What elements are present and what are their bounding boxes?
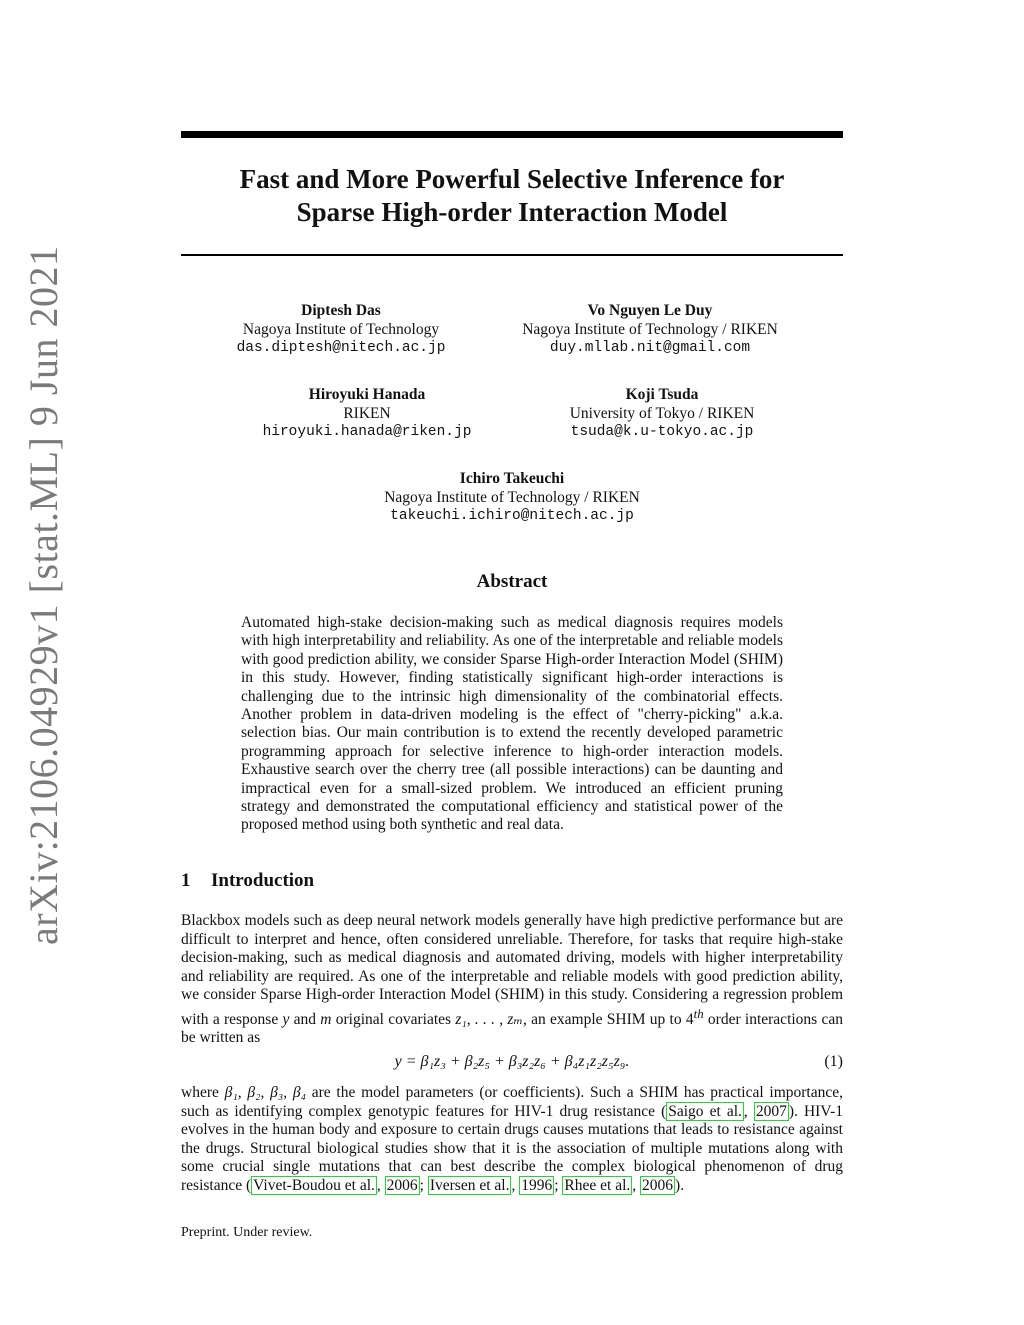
section-title: Introduction [211,870,315,891]
text-run: Blackbox models such as deep neural network models generally have high predictive performance but are difficult to interpret and hence, often considered unreliable. Therefore, for tasks that require high-stake decision-making, such as medical diagnosis and automated driving, models with higher interpretability and reliability are required. As one of the interpretable and reliable models with good prediction ability, we consider Sparse High-order Interaction Model (SHIM) in this study. Considering a regression problem with a response [181,912,843,1028]
math-order-sup: th [693,1005,704,1021]
author-block-das [221,301,461,358]
author-email[interactable]: hiroyuki.hanada@riken.jp [262,424,472,440]
text-run: are the model parameters (or coefficients). Such a SHIM has practical importance, such as identifying complex genotypic features for HIV-1 drug resistance ( [181,1084,844,1120]
math-order: 4 [685,1010,694,1028]
text-run: , an example SHIM up to [522,1010,686,1028]
section-number: 1 [181,870,191,891]
citation-link-iversen[interactable]: Iversen et al. [429,1176,510,1194]
author-block-tsuda [537,385,787,442]
author-name: Ichiro Takeuchi [459,470,565,487]
title-bottom-rule [181,254,843,256]
author-email[interactable]: duy.mllab.nit@gmail.com [549,340,751,356]
intro-paragraph-2: where β₁, β₂, β₃, β₄ are the model parameters (or coefficients). Such a SHIM has practical importance, such as identifying complex genotypic features for HIV-1 drug resistance ( Saigo et al. , 2007 ). HIV-1 evolves in the human body and exposure to certain drugs causes mutations that leads to resistance against the drugs. Structural biological studies show that it is the association of multiple mutations along with some crucial single mutations that can best describe the complex biological phenomenon of drug resistance ( Vivet-Boudou et al. , 2006 ; Iversen et al. , 1996 ; Rhee et al. , 2006 ). [181,1084,844,1194]
citation-year-saigo[interactable]: 2007 [755,1102,787,1120]
math-var: m [320,1010,332,1028]
author-affiliation: RIKEN [343,405,391,422]
intro-paragraph-1 [181,912,843,1048]
arxiv-stamp: arXiv:2106.04929v1 [stat.ML] 9 Jun 2021 [21,245,66,945]
citation-link-vivet[interactable]: Vivet-Boudou et al. [253,1176,375,1194]
equation-number: (1) [824,1053,843,1070]
math-params: β₁, β₂, β₃, β₄ [224,1084,306,1101]
text-run: and [289,1010,321,1028]
author-email[interactable]: das.diptesh@nitech.ac.jp [236,340,446,356]
section-heading-introduction [181,870,314,892]
author-block-duy [495,301,805,358]
author-affiliation: Nagoya Institute of Technology / RIKEN [384,489,640,506]
text-run: where [181,1084,225,1101]
math-var: y [282,1010,290,1028]
text-run: order interactions can be written as [181,1010,843,1047]
title-top-rule [181,131,843,138]
equation-1 [181,1053,843,1075]
author-affiliation: University of Tokyo / RIKEN [569,405,755,422]
author-email[interactable]: takeuchi.ichiro@nitech.ac.jp [390,508,634,524]
footer-note: Preprint. Under review. [181,1225,313,1240]
citation-year-iversen[interactable]: 1996 [521,1176,553,1194]
title-line-1: Fast and More Powerful Selective Inference for [239,164,785,194]
author-name: Vo Nguyen Le Duy [587,302,713,319]
author-name: Diptesh Das [301,302,381,319]
abstract-heading: Abstract [476,571,548,592]
author-name: Hiroyuki Hanada [308,386,426,403]
author-block-hanada [237,385,497,442]
author-email[interactable]: tsuda@k.u-tokyo.ac.jp [570,424,754,440]
equation-body: y = β₁z₃ + β₂z₅ + β₃z₂z₆ + β₄z₁z₂z₅z₉. [394,1053,630,1070]
title-line-2: Sparse High-order Interaction Model [296,197,728,227]
citation-link-rhee[interactable]: Rhee et al. [564,1176,631,1194]
author-affiliation: Nagoya Institute of Technology [242,321,440,338]
math-covariates: z₁, . . . , zₘ [455,1010,523,1028]
citation-link-saigo[interactable]: Saigo et al. [668,1102,742,1120]
citation-year-vivet[interactable]: 2006 [386,1176,418,1194]
text-run: original covariates [331,1010,456,1028]
citation-year-rhee[interactable]: 2006 [642,1176,674,1194]
author-affiliation: Nagoya Institute of Technology / RIKEN [522,321,778,338]
author-name: Koji Tsuda [625,386,699,403]
abstract-text: Automated high-stake decision-making such as medical diagnosis requires models with high interpretability and reliability. As one of the interpretable and reliable models with good prediction ability, we consider Sparse High-order Interaction Model (SHIM) in this study. However, finding statistically significant high-order interactions is challenging due to the intrinsic high dimensionality of the combinatorial effects. Another problem in data-driven modeling is the effect of "cherry-picking" a.k.a. selection bias. Our main contribution is to extend the recently developed parametric programming approach for selective inference to high-order interaction models. Exhaustive search over the cherry tree (all possible interactions) can be daunting and impractical even for a small-sized problem. We introduced an efficient pruning strategy and demonstrated the computational efficiency and statistical power of the proposed method using both synthetic and real data. [241,614,783,834]
paper-title [181,163,843,229]
author-block-takeuchi [362,469,662,526]
text-run: ). HIV-1 evolves in the human body and exposure to certain drugs causes mutations that leads to resistance against the drugs. Structural biological studies show that it is the association of multiple mutations along with some crucial single mutations that can best describe the complex biological phenomenon of drug resistance ( [181,1102,843,1194]
text-run: ). [675,1176,685,1194]
